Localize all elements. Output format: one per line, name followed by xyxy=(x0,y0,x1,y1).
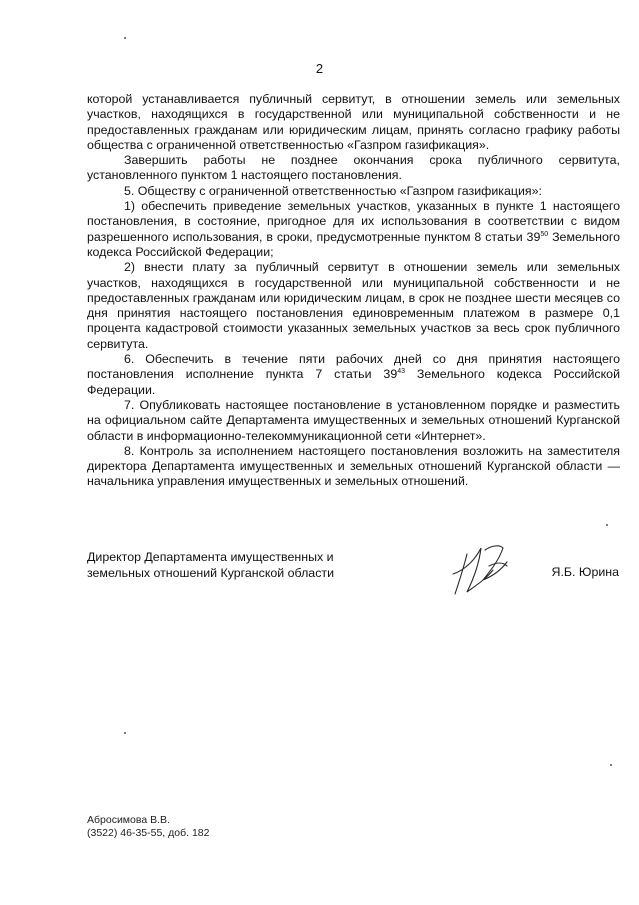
signatory-title-line1: Директор Департамента имущественных и xyxy=(87,550,334,564)
document-body xyxy=(87,92,620,490)
paragraph-item-5-2: 2) внести плату за публичный сервитут в отношении земель или земельных участков, находящихся в государственной или муниципальной собственности и не предоставленных гражданам или юридическим лицам, в срок не позднее шести месяцев со дня принятия настоящего постановления единовременным платежом в размере 0,1 процента кадастровой стоимости указанных земельных участков за весь срок публичного сервитута. xyxy=(87,260,620,351)
article-superscript-43: 43 xyxy=(397,368,406,376)
signatory-name: Я.Б. Юрина xyxy=(551,565,619,579)
executor-phone: (3522) 46-35-55, доб. 182 xyxy=(87,827,210,839)
paragraph-item-5-1 xyxy=(87,199,620,260)
signatory-title xyxy=(87,549,334,581)
executor-info xyxy=(87,814,209,840)
article-superscript-50: 50 xyxy=(540,230,549,238)
scan-speck xyxy=(610,764,612,766)
page-number: 2 xyxy=(315,61,324,76)
item-5-1-text-end: Земельного кодекса Российской Федерации; xyxy=(87,229,620,259)
signatory-title-line2: земельных отношений Курганской области xyxy=(87,566,334,580)
scan-speck xyxy=(124,37,126,39)
scan-speck xyxy=(606,524,608,526)
scan-speck xyxy=(124,732,126,734)
paragraph-item-8: 8. Контроль за исполнением настоящего постановления возложить на заместителя директора Департамента имущественных и земельных отношений Курганской области — начальника управления имущественных и земельных отношений. xyxy=(87,443,620,489)
paragraph-item-5: 5. Обществу с ограниченной ответственностью «Газпром газификация»: xyxy=(124,183,542,198)
item-5-1-text: 1) обеспечить приведение земельных участков, указанных в пункте 1 настоящего постановления, в состояние, пригодное для их использования в соответствии с видом разрешенного использования, в сроки, предусмотренные пунктом 8 статьи 39 xyxy=(87,199,620,244)
item-6-text: 6. Обеспечить в течение пяти рабочих дней со дня принятия настоящего постановления исполнение пункта 7 статьи 39 xyxy=(87,352,620,382)
executor-name: Абросимова В.В. xyxy=(87,814,170,826)
paragraph-item-7: 7. Опубликовать настоящее постановление в установленном порядке и разместить на официальном сайте Департамента имущественных и земельных отношений Курганской области в информационно-телекоммуникационной сети «Интернет». xyxy=(87,397,620,443)
paragraph-completion-term: Завершить работы не позднее окончания срока публичного сервитута, установленного пунктом 1 настоящего постановления. xyxy=(87,153,620,183)
handwritten-signature xyxy=(445,540,515,602)
item-6-text-end: Земельного кодекса Российской Федерации. xyxy=(87,367,620,397)
paragraph-item-6 xyxy=(87,352,620,398)
paragraph-continuation: которой устанавливается публичный сервитут, в отношении земель или земельных участков, находящихся в государственной или муниципальной собственности и не предоставленных гражданам или юридическим лицам, принять согласно графику работы общества с ограниченной ответственностью «Газпром газификация». xyxy=(87,92,620,152)
